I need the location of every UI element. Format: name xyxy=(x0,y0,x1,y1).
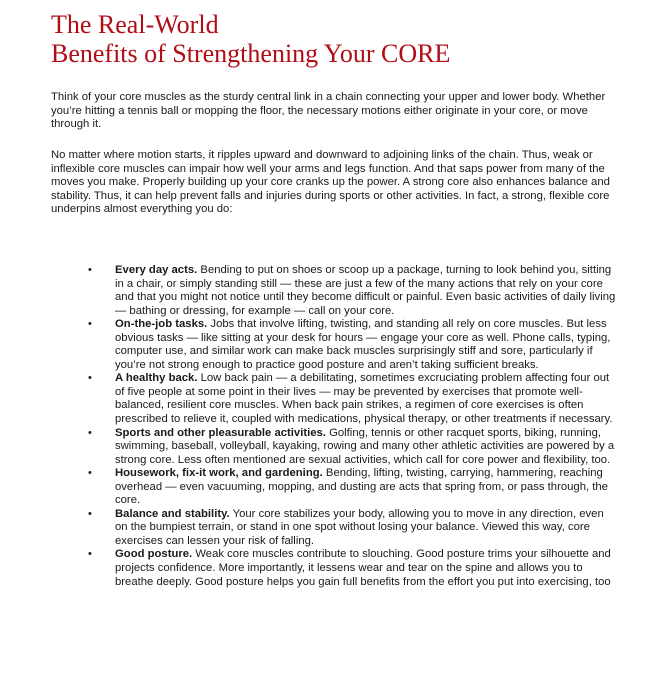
body-paragraph: No matter where motion starts, it ripples upward and downward to adjoining links of the chain. Thus, weak or inflexible core muscles can impair how well your arms and legs function. And that saps power from many of the moves you make. Properly building up your core cranks up the power. A strong core also enhances balance and stability. Thus, it can help prevent falls and injuries during sports or other activities. In fact, a strong, flexible core underpins almost everything you do: xyxy=(51,149,610,216)
list-item-text: Your core stabilizes your body, allowing you to move in any direction, even on the bumpiest terrain, or stand in one spot without losing your balance. Viewed this way, core exercises can lessen your risk of falling. xyxy=(115,507,604,547)
list-item-text: Low back pain — a debilitating, sometimes excruciating problem affecting four out of five people at some point in their lives — may be prevented by exercises that promote well-balanced, resilient core muscles. When back pain strikes, a regimen of core exercises is often prescribed to relieve it, coupled with medications, physical therapy, or other treatments if necessary. xyxy=(115,372,613,426)
bullet-icon: • xyxy=(88,372,92,385)
list-item-housework xyxy=(88,467,618,508)
intro-paragraph: Think of your core muscles as the sturdy central link in a chain connecting your upper and lower body. Whether you’re hitting a tennis ball or mopping the floor, the necessary motions either originate in your core, or move through it. xyxy=(51,91,606,131)
list-item-sports xyxy=(88,427,618,468)
benefits-list xyxy=(88,264,618,589)
list-item-text: Bending to put on shoes or scoop up a package, turning to look behind you, sitting in a chair, or simply standing still — these are just a few of the many actions that rely on your core and that you might not notice until they become difficult or painful. Even basic activities of daily living — bathing or dressing, for example — call on your core. xyxy=(115,264,616,317)
list-item-text: Weak core muscles contribute to slouching. Good posture trims your silhouette and projects confidence. More importantly, it lessens wear and tear on the spine and allows you to breathe deeply. Good posture helps you gain full benefits from the effort you put into exercising, too xyxy=(115,548,611,588)
list-item-heading: Balance and stability. xyxy=(115,507,230,520)
bullet-icon: • xyxy=(88,467,92,480)
list-item-heading: Housework, fix-it work, and gardening. xyxy=(115,467,323,480)
title-line-2: Benefits of Strengthening Your CORE xyxy=(51,39,451,68)
list-item-heading: A healthy back. xyxy=(115,372,198,385)
list-item-heading: Sports and other pleasurable activities. xyxy=(115,426,326,439)
list-item-on-the-job-tasks xyxy=(88,318,618,372)
list-item-text: Bending, lifting, twisting, carrying, hammering, reaching overhead — even vacuuming, mopping, and dusting are acts that spring from, or pass through, the core. xyxy=(115,467,608,507)
page-title xyxy=(51,10,450,68)
list-item-heading: Good posture. xyxy=(115,548,193,561)
list-item-every-day-acts xyxy=(88,264,618,318)
bullet-icon: • xyxy=(88,426,92,439)
bullet-icon: • xyxy=(88,264,92,276)
list-item-heading: On-the-job tasks. xyxy=(115,318,208,331)
title-line-1: The Real-World xyxy=(51,10,219,39)
list-item-text: Golfing, tennis or other racquet sports, biking, running, swimming, baseball, volleyball, kayaking, rowing and many other athletic activities are powered by a strong core. Less often mentioned are sexual activities, which call for core power and flexibility, too. xyxy=(115,426,615,466)
list-item-balance xyxy=(88,508,618,549)
list-item-text: Jobs that involve lifting, twisting, and standing all rely on core muscles. But less obvious tasks — like sitting at your desk for hours — engage your core as well. Phone calls, typing, computer use, and similar work can make back muscles surprisingly stiff and sore, particularly if you’re not strong enough to practice good posture and aren’t taking sufficient breaks. xyxy=(115,318,611,371)
list-item-healthy-back xyxy=(88,372,618,426)
bullet-icon: • xyxy=(88,318,92,331)
list-item-good-posture xyxy=(88,548,618,589)
list-item-heading: Every day acts. xyxy=(115,264,198,276)
bullet-icon: • xyxy=(88,507,92,520)
bullet-icon: • xyxy=(88,548,92,561)
